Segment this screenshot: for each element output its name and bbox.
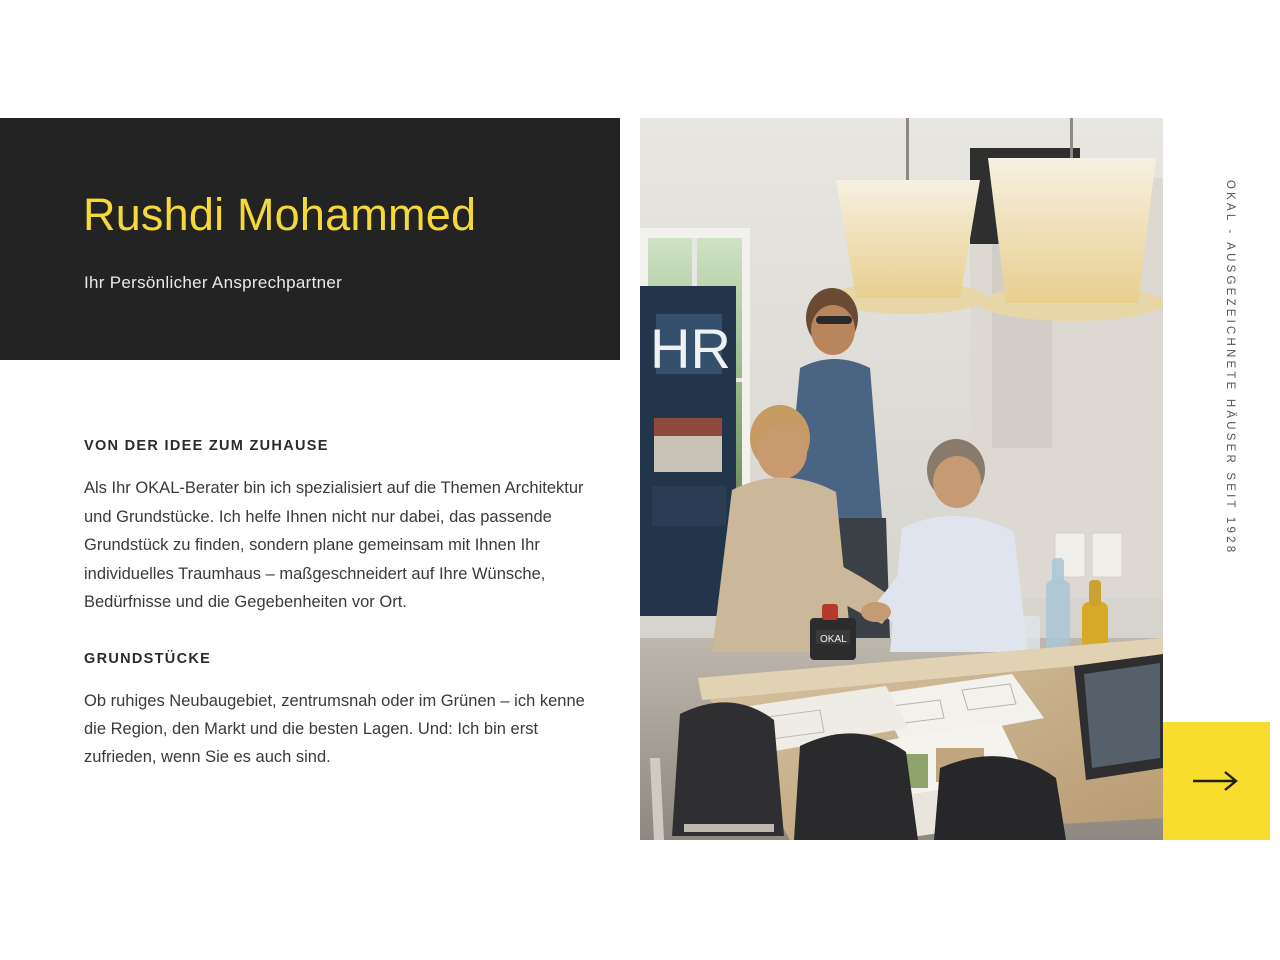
next-arrow-button[interactable]: [1163, 722, 1270, 840]
advisor-description: [84, 438, 604, 772]
svg-text:OKAL: OKAL: [820, 634, 847, 645]
arrow-right-icon: [1193, 770, 1241, 792]
brand-claim-vertical: OKAL - AUSGEZEICHNETE HÄUSER SEIT 1928: [1224, 180, 1236, 556]
left-column: [0, 118, 620, 840]
advisor-name: Rushdi Mohammed: [83, 189, 477, 240]
advisor-name-block: [0, 118, 620, 360]
section-paragraph-grundstuecke: Ob ruhiges Neubaugebiet, zentrumsnah oder im Grünen – ich kenne die Region, den Markt und die besten Lagen. Und: Ich bin erst zufrieden, wenn Sie es auch sind.: [84, 691, 585, 767]
svg-text:HR: HR: [650, 317, 731, 380]
section-heading-idee: VON DER IDEE ZUM ZUHAUSE: [84, 438, 329, 454]
advisor-role: Ihr Persönlicher Ansprechpartner: [84, 273, 343, 292]
section-heading-grundstuecke: GRUNDSTÜCKE: [84, 650, 212, 667]
section-paragraph-idee: Als Ihr OKAL-Berater bin ich spezialisiert auf die Themen Architektur und Grundstücke. Ich helfe Ihnen nicht nur dabei, das passende Grundstück zu finden, sondern plane gemeinsam mit Ihnen Ihr individuelles Traumhaus – maßgeschneidert auf Ihre Wünsche, Bedürfnisse und die Gegebenheiten vor Ort.: [84, 479, 584, 612]
consultation-photo: [640, 118, 1163, 840]
